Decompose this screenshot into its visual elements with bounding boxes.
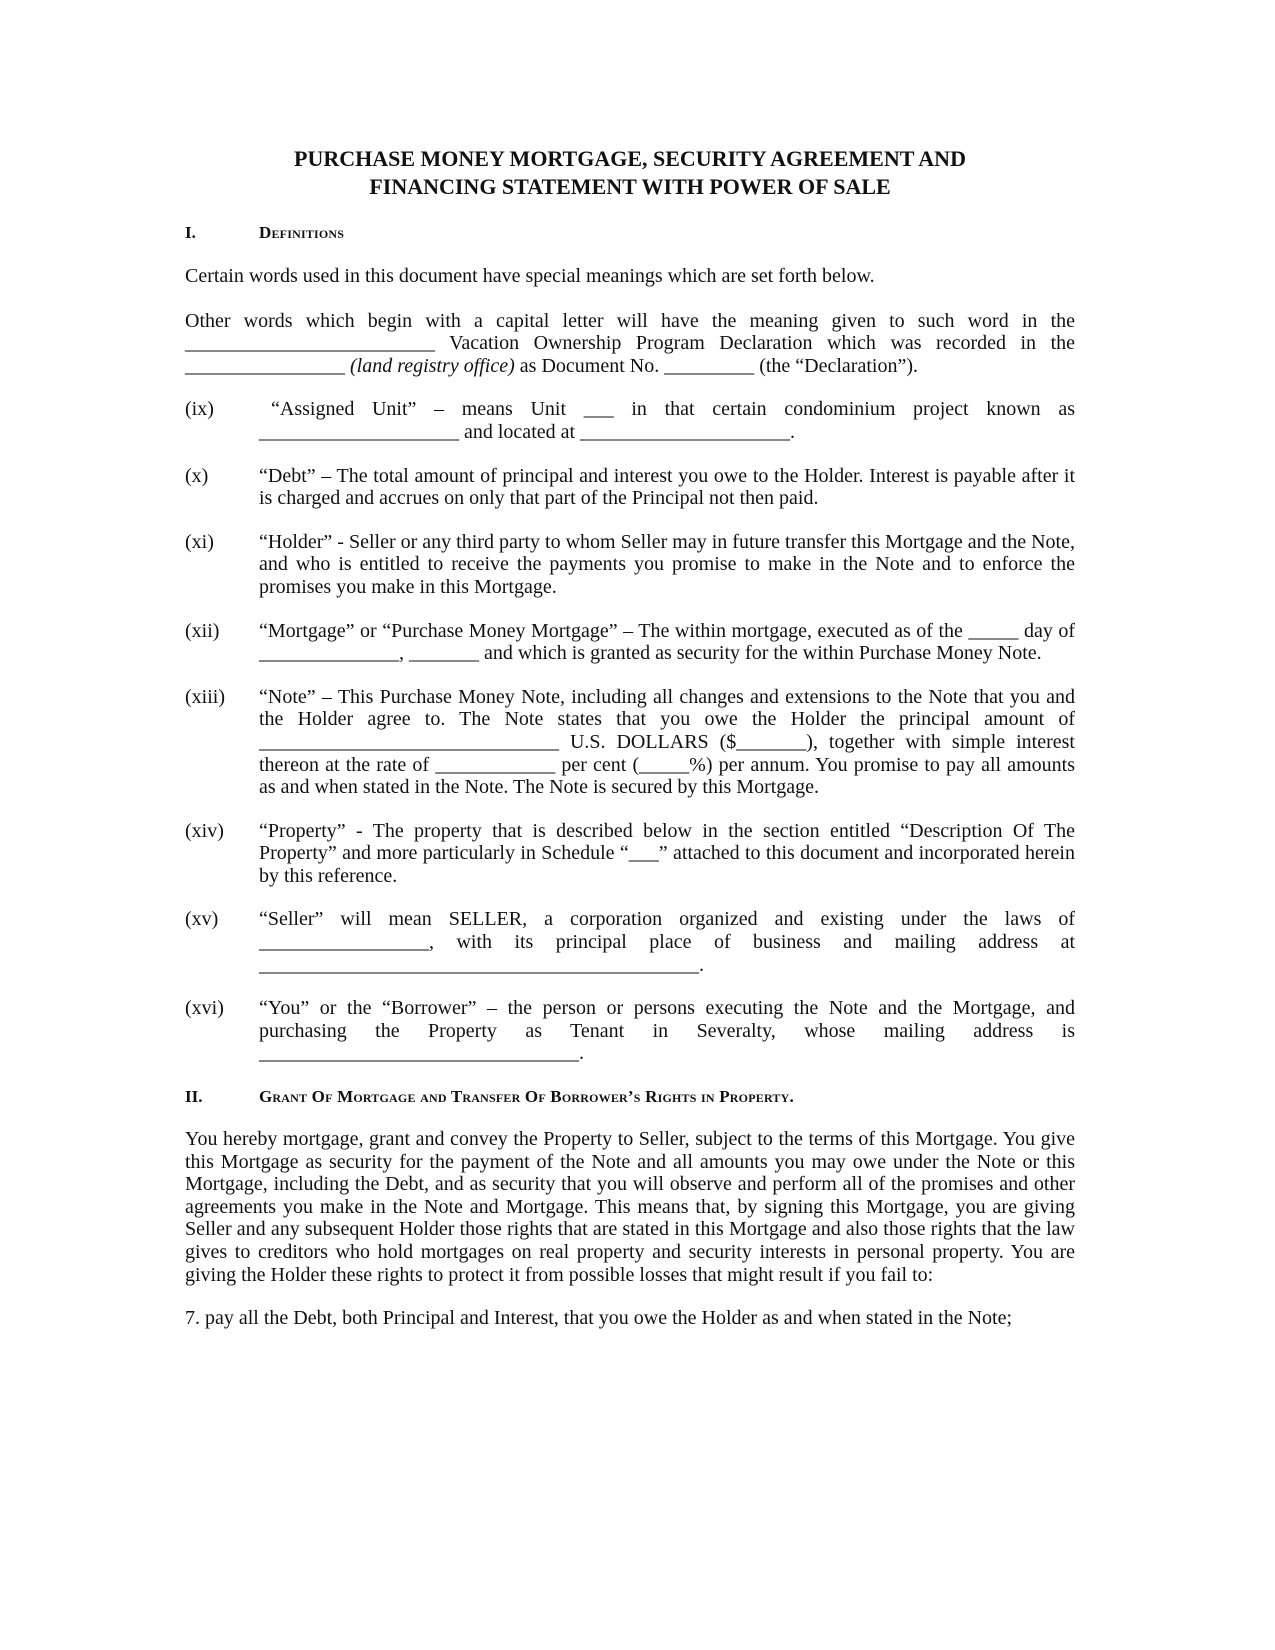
definition-item	[185, 465, 1075, 510]
definition-item	[185, 620, 1075, 665]
title-line-1: PURCHASE MONEY MORTGAGE, SECURITY AGREEMENT AND	[294, 146, 966, 171]
definition-text: “Property” - The property that is described below in the section entitled “Description Of The Property” and more particularly in Schedule “___” attached to this document and incorporated herein by this reference.	[259, 819, 1075, 887]
definition-number: (xv)	[185, 908, 219, 931]
grant-paragraph: You hereby mortgage, grant and convey the Property to Seller, subject to the terms of this Mortgage. You give this Mortgage as security for the payment of the Note and all amounts you may owe under the Note or this Mortgage, including the Debt, and as security that you will observe and perform all of the promises and other agreements you make in the Note and Mortgage. This means that, by signing this Mortgage, you are giving Seller and any subsequent Holder those rights that are stated in this Mortgage and also those rights that the law gives to creditors who hold mortgages on real property and security interests in personal property. You are giving the Holder these rights to protect it from possible losses that might result if you fail to:	[185, 1128, 1075, 1286]
declaration-paragraph	[185, 310, 1075, 378]
definition-item	[185, 908, 1075, 976]
definition-number: (xii)	[185, 619, 220, 642]
section-title: Definitions	[259, 223, 345, 242]
definition-text: “Seller” will mean SELLER, a corporation organized and existing under the laws of _________________, with its principal place of business and mailing address at ____________________________________________.	[259, 908, 1075, 976]
section-number: I.	[185, 223, 196, 242]
intro-paragraph: Certain words used in this document have special meanings which are set forth below.	[185, 265, 875, 287]
definition-item	[185, 820, 1075, 888]
declaration-text-italic: (land registry office)	[350, 354, 515, 377]
title-line-2: FINANCING STATEMENT WITH POWER OF SALE	[369, 174, 891, 199]
definition-item	[185, 398, 1075, 443]
definition-text: “Debt” – The total amount of principal and interest you owe to the Holder. Interest is payable after it is charged and accrues on only that part of the Principal not then paid.	[259, 464, 1075, 510]
section-heading-definitions	[185, 223, 1075, 243]
document-page	[185, 145, 1075, 1330]
declaration-text-b: as Document No. _________ (the “Declaration”).	[514, 354, 918, 377]
definition-text: “Holder” - Seller or any third party to whom Seller may in future transfer this Mortgage and the Note, and who is entitled to receive the payments you promise to make in the Note and to enforce the promises you make in this Mortgage.	[259, 530, 1075, 598]
definition-number: (xiii)	[185, 685, 225, 708]
section-number: II.	[185, 1087, 203, 1107]
definition-number: (ix)	[185, 398, 214, 421]
definition-text: “Note” – This Purchase Money Note, including all changes and extensions to the Note that you and the Holder agree to. The Note states that you owe the Holder the principal amount of ______________________________ U.S. DOLLARS ($_______), together with simple interest thereon at the rate of ____________ per cent (_____%) per annum. You promise to pay all amounts as and when stated in the Note. The Note is secured by this Mortgage.	[259, 685, 1075, 799]
section-title: Grant Of Mortgage and Transfer Of Borrower’s Rights in Property.	[259, 1087, 794, 1107]
declaration-text-a: Other words which begin with a capital letter will have the meaning given to such word in the _________________________ Vacation Ownership Program Declaration which was recorded in the ________________	[185, 309, 1075, 377]
definition-text: “Mortgage” or “Purchase Money Mortgage” – The within mortgage, executed as of the _____ day of ______________, _______ and which is granted as security for the within Purchase Money Note.	[259, 619, 1075, 665]
document-title	[185, 145, 1075, 201]
numbered-item-7: 7. pay all the Debt, both Principal and Interest, that you owe the Holder as and when stated in the Note;	[185, 1307, 1013, 1330]
definition-number: (x)	[185, 464, 209, 487]
definition-item	[185, 686, 1075, 799]
section-heading-grant	[185, 1087, 1075, 1107]
definition-item	[185, 997, 1075, 1065]
definition-number: (xiv)	[185, 819, 224, 842]
definition-text: “You” or the “Borrower” – the person or persons executing the Note and the Mortgage, and purchasing the Property as Tenant in Severalty, whose mailing address is ________________________________.	[259, 997, 1075, 1065]
definition-number: (xvi)	[185, 997, 224, 1020]
definition-item	[185, 531, 1075, 599]
definition-number: (xi)	[185, 530, 214, 553]
definition-text: “Assigned Unit” – means Unit ___ in that certain condominium project known as ____________________ and located at _____________________.	[259, 398, 1075, 443]
